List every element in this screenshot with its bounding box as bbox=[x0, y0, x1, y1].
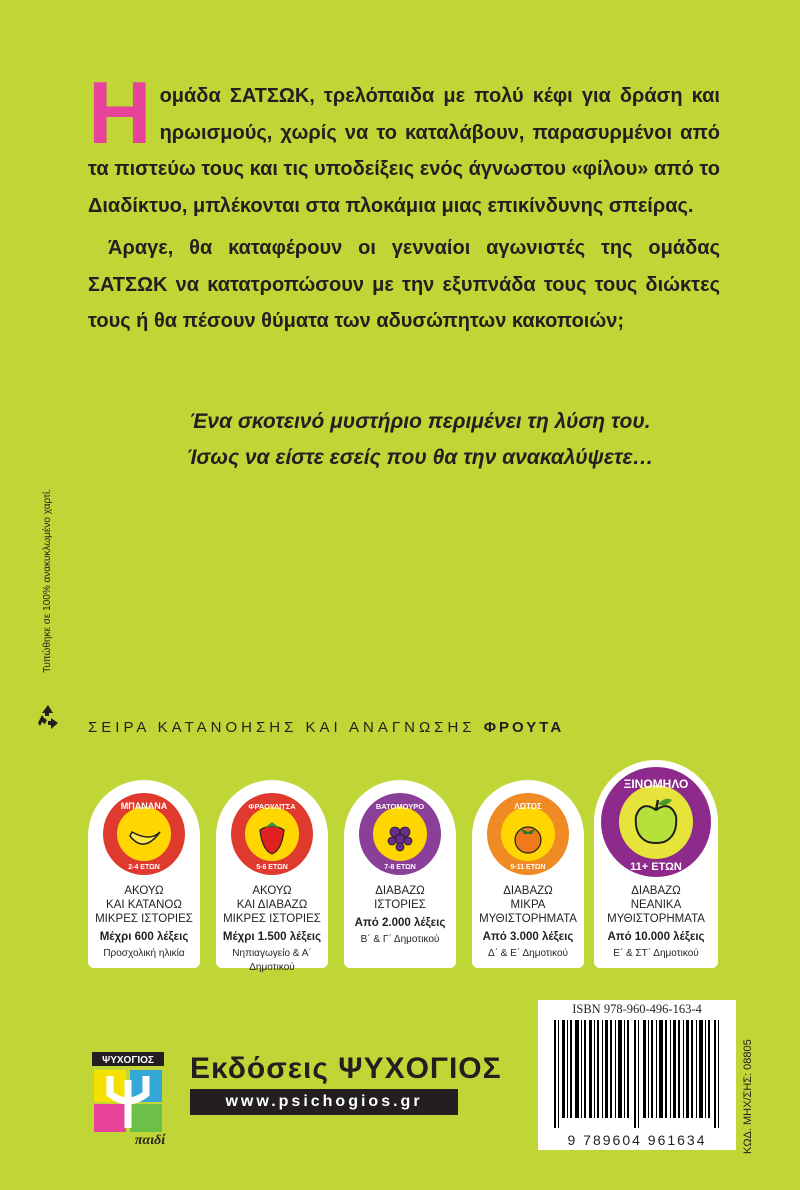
badge-fruit-label: ΛΩΤΟΣ bbox=[514, 802, 542, 811]
card-text bbox=[88, 884, 200, 961]
persimmon-badge bbox=[486, 792, 570, 876]
back-cover-blurb bbox=[88, 63, 720, 346]
logo-bottom-text: παιδί bbox=[134, 1133, 166, 1148]
badge-ages-label: 7-8 ΕΤΩΝ bbox=[384, 864, 416, 871]
series-card-blackberry bbox=[344, 780, 456, 968]
persimmon-icon bbox=[515, 827, 541, 853]
card-line-1: ΔΙΑΒΑΖΩ bbox=[631, 885, 681, 897]
apple-icon bbox=[636, 806, 677, 843]
badge-ages-label: 11+ ΕΤΩΝ bbox=[630, 861, 682, 873]
card-age: Δ΄ & Ε΄ Δημοτικού bbox=[488, 948, 568, 959]
recycled-paper-note: Τυπώθηκε σε 100% ανακυκλωμένο χαρτί. bbox=[42, 489, 53, 673]
series-cards bbox=[88, 756, 728, 976]
card-age: Ε΄ & ΣΤ΄ Δημοτικού bbox=[613, 948, 699, 959]
isbn-number: 9 789604 961634 bbox=[567, 1132, 707, 1148]
card-line-2: ΙΣΤΟΡΙΕΣ bbox=[374, 899, 426, 911]
series-title bbox=[88, 719, 720, 736]
card-text bbox=[216, 884, 328, 975]
series-card-banana bbox=[88, 780, 200, 968]
publisher-url[interactable]: www.psichogios.gr bbox=[190, 1089, 458, 1115]
isbn-label: ISBN 978-960-496-163-4 bbox=[572, 1002, 702, 1016]
card-line-3: ΜΥΘΙΣΤΟΡΗΜΑΤΑ bbox=[607, 913, 705, 925]
publisher-logo bbox=[88, 1050, 180, 1148]
card-words: Μέχρι 600 λέξεις bbox=[99, 931, 189, 943]
logo-green-square bbox=[130, 1104, 162, 1132]
card-text bbox=[594, 884, 718, 961]
blurb-paragraph-2: Άραγε, θα καταφέρουν οι γενναίοι αγωνιστές της ομάδας ΣΑΤΣΩΚ να κατατροπώσουν με την εξυπνάδα τους τους διώκτες τους ή θα πέσουν θύματα των αδυσώπητων κακοποιών; bbox=[88, 237, 720, 332]
card-line-2: ΝΕΑΝΙΚΑ bbox=[630, 899, 682, 911]
badge-fruit-label: ΜΠΑΝΑΝΑ bbox=[120, 801, 168, 811]
badge-ages-label: 5-6 ΕΤΩΝ bbox=[256, 864, 288, 871]
recycle-icon bbox=[34, 703, 62, 731]
badge-fruit-label: ΦΡΑΟΥΛΙΤΣΑ bbox=[248, 802, 296, 811]
card-words: Από 3.000 λέξεις bbox=[482, 931, 574, 943]
badge-ages-label: 2-4 ΕΤΩΝ bbox=[128, 864, 160, 871]
card-text bbox=[472, 884, 584, 961]
tagline bbox=[120, 404, 720, 476]
badge-ages-label: 9-11 ΕΤΩΝ bbox=[510, 864, 546, 871]
card-words: Από 2.000 λέξεις bbox=[354, 917, 446, 929]
blackberry-badge bbox=[358, 792, 442, 876]
card-words: Μέχρι 1.500 λέξεις bbox=[222, 931, 322, 943]
card-line-3: ΜΥΘΙΣΤΟΡΗΜΑΤΑ bbox=[479, 913, 577, 925]
blurb-text-1: ομάδα ΣΑΤΣΩΚ, τρελόπαιδα με πολύ κέφι για δράση και ηρωισμούς, χωρίς να το καταλάβουν, παρασυρμένοι από τα πιστεύω τους και τις υποδείξεις ενός άγνωστου «φίλου» από το Διαδίκτυο, μπλέκονται στα πλοκάμια μιας επικίνδυνης σπείρας. bbox=[88, 85, 720, 217]
banana-badge bbox=[102, 792, 186, 876]
green-apple-badge bbox=[600, 766, 712, 878]
publisher-name: Εκδόσεις ΨΥΧΟΓΙΟΣ bbox=[190, 1052, 502, 1085]
card-age: Νηπιαγωγείο & Α΄ Δημοτικού bbox=[232, 948, 312, 973]
card-age: Προσχολική ηλικία bbox=[103, 948, 185, 959]
drop-cap: Η bbox=[88, 63, 152, 162]
isbn-block bbox=[538, 1000, 736, 1150]
logo-pink-square bbox=[94, 1104, 126, 1132]
series-card-green-apple bbox=[594, 760, 718, 968]
badge-center bbox=[117, 807, 171, 861]
tagline-line-2: Ίσως να είστε εσείς που θα την ανακαλύψετε… bbox=[186, 446, 654, 469]
series-prefix: ΣΕΙΡΑ ΚΑΤΑΝΟΗΣΗΣ ΚΑΙ ΑΝΑΓΝΩΣΗΣ bbox=[88, 719, 476, 736]
badge-fruit-label: ΒΑΤΟΜΟΥΡΟ bbox=[375, 802, 425, 811]
series-name: ΦΡΟΥΤΑ bbox=[483, 719, 565, 736]
strawberry-badge bbox=[230, 792, 314, 876]
series-card-strawberry bbox=[216, 780, 328, 973]
card-line-1: ΑΚΟΥΩ bbox=[124, 885, 164, 897]
blurb-paragraph-1 bbox=[88, 63, 720, 224]
card-line-3: ΜΙΚΡΕΣ ΙΣΤΟΡΙΕΣ bbox=[95, 913, 193, 925]
tagline-line-1: Ένα σκοτεινό μυστήριο περιμένει τη λύση του. bbox=[189, 410, 651, 433]
card-line-2: ΚΑΙ ΔΙΑΒΑΖΩ bbox=[236, 899, 308, 911]
product-code: ΚΩΔ. ΜΗΧ/ΣΗΣ: 08805 bbox=[742, 1039, 754, 1154]
card-line-1: ΑΚΟΥΩ bbox=[252, 885, 292, 897]
card-line-3: ΜΙΚΡΕΣ ΙΣΤΟΡΙΕΣ bbox=[223, 913, 321, 925]
barcode bbox=[550, 1020, 726, 1128]
card-words: Από 10.000 λέξεις bbox=[607, 931, 705, 943]
series-card-persimmon bbox=[472, 780, 584, 968]
logo-top-text: ΨΥΧΟΓΙΟΣ bbox=[102, 1055, 154, 1066]
card-line-1: ΔΙΑΒΑΖΩ bbox=[503, 885, 553, 897]
card-line-2: ΜΙΚΡΑ bbox=[510, 899, 546, 911]
badge-fruit-label: ΞΙΝΟΜΗΛΟ bbox=[623, 777, 689, 791]
card-line-1: ΔΙΑΒΑΖΩ bbox=[375, 885, 425, 897]
card-age: Β΄ & Γ΄ Δημοτικού bbox=[360, 934, 440, 945]
card-text bbox=[344, 884, 456, 947]
card-line-2: ΚΑΙ ΚΑΤΑΝΟΩ bbox=[106, 899, 182, 911]
